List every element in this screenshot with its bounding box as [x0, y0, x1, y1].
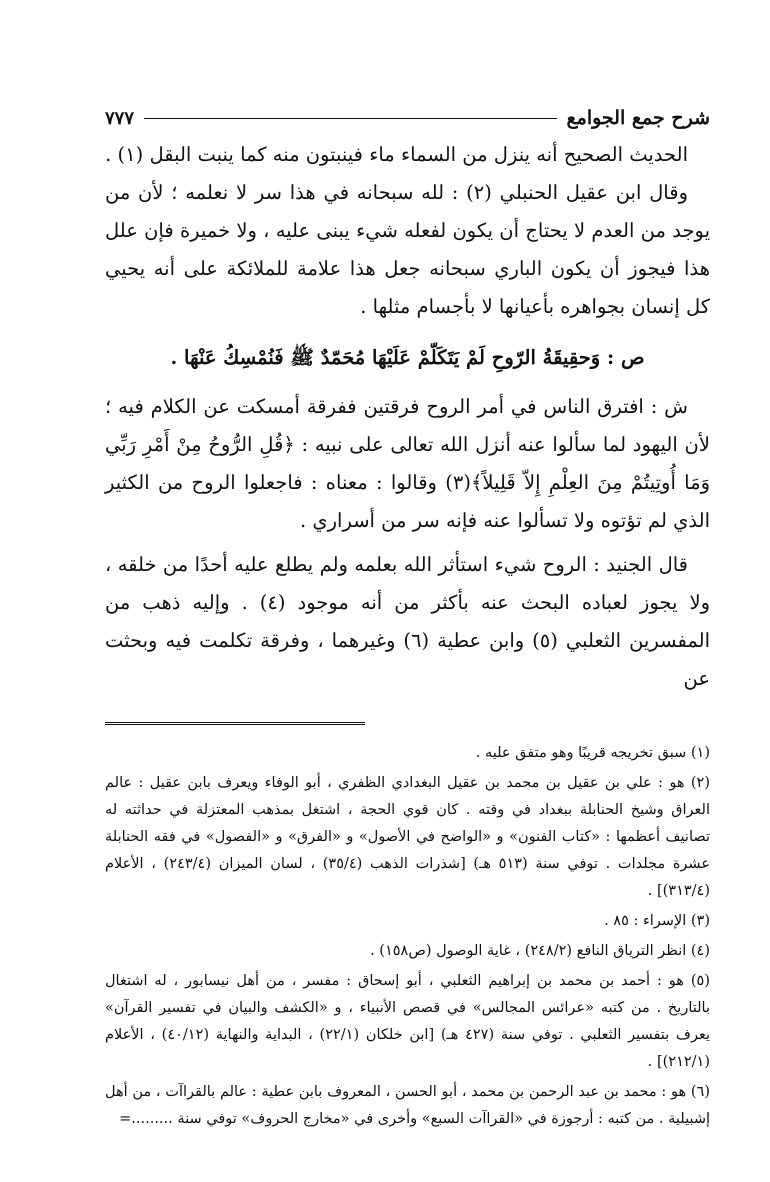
book-page	[105, 100, 710, 1136]
running-title: شرح جمع الجوامع	[566, 107, 710, 129]
footnote-1: (١) سبق تخريجه قريبًا وهو متفق عليه .	[475, 745, 710, 761]
paragraph-2: وقال ابن عقيل الحنبلي (٢) : لله سبحانه في هذا سر لا نعلمه ؛ لأن من يوجد من العدم لا يحتاج أن يكون لفعله شيء يبنى عليه ، ولا خميرة فإن علل هذا فيجوز أن يكون الباري سبحانه جعل هذا علامة للملائكة على أنه يحيي كل إنسان بجواهره بأعيانها لا بأجسام مثلها .	[105, 181, 710, 318]
footnote-2: (٢) هو : علي بن عقيل بن محمد بن عقيل البغدادي الظفري ، أبو الوفاء ويعرف بابن عقيل : عالم العراق وشيخ الحنابلة ببغداد في وقته . كان قوي الحجة ، اشتغل بمذهب المعتزلة في حداثته له تصانيف أعظمها : «كتاب الفنون» و «الواضح في الأصول» و «الفرق» و «الفصول» في فقه الحنابلة عشرة مجلدات . توفي سنة (٥١٣ هـ) [شذرات الذهب (٣٥/٤) ، لسان الميزان (٢٤٣/٤) ، الأعلام (٣١٣/٤)] .	[105, 775, 711, 899]
main-text	[105, 136, 710, 698]
running-header	[105, 100, 710, 136]
header-rule	[144, 118, 557, 119]
matn-line: ص : وَحقِيقَةُ الرّوحِ لَمْ يَتَكَلّمْ عَلَيْهَا مُحَمّدٌ ﷺ فَنُمْسِكُ عَنْهَا .	[170, 346, 645, 369]
footnotes	[105, 740, 710, 1133]
paragraph-1: الحديث الصحيح أنه ينزل من السماء ماء فينبتون منه كما ينبت البقل (١) .	[105, 143, 688, 166]
paragraph-4: قال الجنيد : الروح شيء استأثر الله بعلمه ولم يطلع عليه أحدًا من خلقه ، ولا يجوز لعباده البحث عنه بأكثر من أنه موجود (٤) . وإليه ذهب من المفسرين الثعلبي (٥) وابن عطية (٦) وغيرهما ، وفرقة تكلمت فيه وبحثت عن	[105, 553, 711, 690]
footnote-4: (٤) انظر الترياق النافع (٢٤٨/٢) ، غاية الوصول (ص١٥٨) .	[370, 943, 710, 959]
footnote-5: (٥) هو : أحمد بن محمد بن إبراهيم الثعلبي ، أبو إسحاق : مفسر ، من أهل نيسابور ، له اشتغال بالتاريخ . من كتبه «عرائس المجالس» في قصص الأنبياء ، و «الكشف والبيان في تفسير القرآن» يعرف بتفسير الثعلبي . توفي سنة (٤٢٧ هـ) [ابن خلكان (٢٢/١) ، البداية والنهاية (٤٠/١٢) ، الأعلام (٢١٢/١)] .	[105, 973, 710, 1070]
footnote-rule	[105, 722, 365, 728]
footnote-separator	[105, 698, 710, 740]
paragraph-3: ش : افترق الناس في أمر الروح فرقتين ففرقة أمسكت عن الكلام فيه ؛ لأن اليهود لما سألوا عنه أنزل الله تعالى على نبيه : ﴿قُلِ الرُّوحُ مِنْ أَمْرِ رَبِّي وَمَا أُوتِيتُمْ مِنَ العِلْمِ إِلاّ قَلِيلاً﴾(٣) وقالوا : معناه : فاجعلوا الروح من الكثير الذي لم تؤتوه ولا تسألوا عنه فإنه سر من أسراري .	[105, 395, 710, 532]
footnote-3: (٣) الإسراء : ٨٥ .	[604, 913, 710, 929]
footnote-6: (٦) هو : محمد بن عبد الرحمن بن محمد ، أبو الحسن ، المعروف بابن عطية : عالم بالقراآت ، من أهل إشبيلية . من كتبه : أرجوزة في «القراآت السبع» وأخرى في «مخارج الحروف» توفي سنة .........=	[105, 1084, 710, 1127]
page-number: ٧٧٧	[105, 107, 135, 129]
